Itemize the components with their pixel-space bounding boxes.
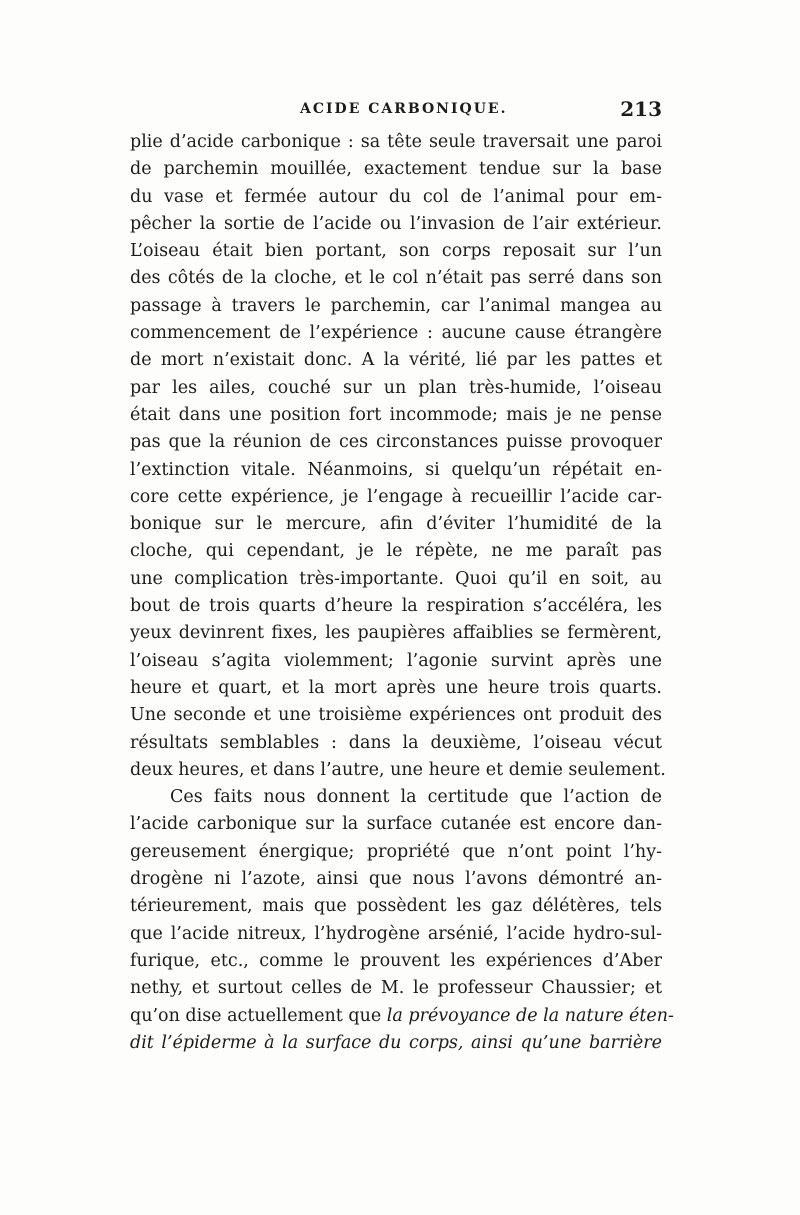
text-line: L’oiseau était bien portant, son corps reposait sur l’un — [130, 241, 662, 262]
text-line: du vase et fermée autour du col de l’animal pour em- — [130, 186, 662, 207]
text-line: heure et quart, et la mort après une heure trois quarts. — [130, 677, 662, 698]
text-line: une complication très-importante. Quoi qu’il en soit, au — [130, 568, 662, 589]
text-line: de parchemin mouillée, exactement tendue sur la base — [130, 159, 662, 180]
text-line-italic-part: la prévoyance de la nature éten- — [386, 1005, 674, 1026]
text-line: résultats semblables : dans la deuxième, l’oiseau vécut — [130, 732, 662, 753]
text-line: Ces faits nous donnent la certitude que l’action de — [170, 787, 662, 808]
text-line: core cette expérience, je l’engage à recueillir l’acide car- — [130, 486, 662, 507]
running-head — [130, 97, 662, 129]
text-line: par les ailes, couché sur un plan très-humide, l’oiseau — [130, 377, 662, 398]
text-line: plie d’acide carbonique : sa tête seule traversait une paroi — [130, 132, 662, 152]
text-line: Une seconde et une troisième expériences ont produit des — [130, 705, 662, 726]
text-line: gereusement énergique; propriété que n’ont point l’hy- — [130, 841, 662, 862]
text-line: yeux devinrent fixes, les paupières affaiblies se fermèrent, — [130, 623, 662, 644]
text-line: de mort n’existait donc. A la vérité, lié par les pattes et — [130, 350, 662, 371]
text-line: passage à travers le parchemin, car l’animal mangea au — [130, 295, 662, 316]
text-line: était dans une position fort incommode; mais je ne pense — [130, 404, 662, 425]
text-line: l’extinction vitale. Néanmoins, si quelqu’un répétait en- — [130, 459, 662, 480]
text-line-roman-part: qu’on dise actuellement que — [130, 1005, 382, 1026]
text-line: drogène ni l’azote, ainsi que nous l’avons démontré an- — [130, 869, 662, 890]
text-line-mixed — [130, 1003, 674, 1030]
body-text — [130, 129, 674, 1057]
running-head-title: ACIDE CARBONIQUE. — [300, 101, 508, 117]
text-line: commencement de l’expérience : aucune cause étrangère — [130, 323, 662, 344]
text-line: que l’acide nitreux, l’hydrogène arsénié, l’acide hydro-sul- — [130, 923, 662, 944]
text-line: furique, etc., comme le prouvent les expériences d’Aber — [130, 950, 662, 971]
text-line: l’oiseau s’agita violemment; l’agonie survint après une — [130, 650, 662, 671]
text-line: nethy, et surtout celles de M. le professeur Chaussier; et — [130, 978, 662, 999]
text-line: cloche, qui cependant, je le répète, ne me paraît pas — [130, 541, 662, 562]
text-line: pas que la réunion de ces circonstances puisse provoquer — [130, 432, 662, 453]
text-line-italic: dit l’épiderme à la surface du corps, ainsi qu’une barrière — [130, 1032, 662, 1053]
text-line: deux heures, et dans l’autre, une heure et demie seulement. — [130, 759, 666, 780]
text-line: l’acide carbonique sur la surface cutanée est encore dan- — [130, 814, 662, 835]
page-text-block — [130, 97, 674, 1057]
text-line: térieurement, mais que possèdent les gaz délétères, tels — [130, 896, 662, 917]
text-line: des côtés de la cloche, et le col n’était pas serré dans son — [130, 268, 662, 289]
text-line: bout de trois quarts d’heure la respiration s’accéléra, les — [130, 596, 662, 617]
text-line: pêcher la sortie de l’acide ou l’invasion de l’air extérieur. — [130, 213, 662, 234]
text-line: bonique sur le mercure, afin d’éviter l’humidité de la — [130, 514, 662, 535]
page-number: 213 — [620, 97, 662, 121]
